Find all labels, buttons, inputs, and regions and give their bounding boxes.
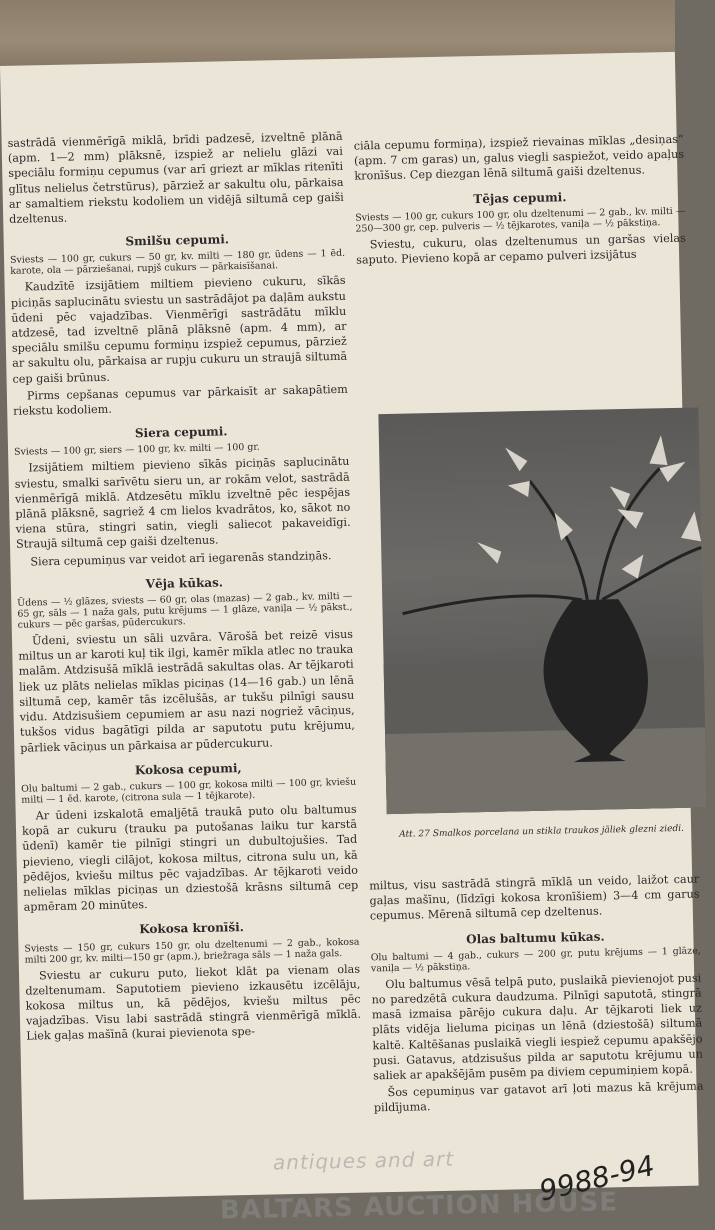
recipe-title: Kokosa cepumi, <box>134 760 242 778</box>
paragraph: sastrādā vienmērīgā miklā, brīdi padzesē, izveltnē plānā (apm. 1—2 mm) plāksnē, izspiež ar nelielu glāzi vai speciālu formiņu cepumus (var arī griezt ar mīklas ritenīti glītus nelielus četrstūrus), pārziež ar sakultu olu, pārkaisa ar samaltiem riekstu kodoliem un vidējā siltumā cep gaiši dzeltenus. <box>7 129 344 226</box>
ingredient-list: Sviests — 100 gr, siers — 100 gr, kv. milti — 100 gr. <box>13 442 260 459</box>
ingredient-list: Ūdens — ½ glāzes, sviests — 60 gr, olas (mazas) — 2 gab., kv. milti — 65 gr, sāls — 1 naža gals, putu krējums — 1 glāze, vaniļa — ½ pākst., cukurs — pēc garšas, pūdercukurs. <box>17 590 353 631</box>
right-column-bottom <box>369 872 704 1118</box>
paragraph: Sviestu, cukuru, olas dzeltenumus un garšas vielas saputo. Pievieno kopā ar cepamo pulveri izsijātus <box>356 231 686 267</box>
recipe-title: Vēja kūkas. <box>145 575 224 591</box>
handwritten-number: 9988-94 <box>536 1148 658 1208</box>
ingredient-list: Olu baltumi — 2 gab., cukurs — 100 gr, kokosa milti — 100 gr, kviešu milti — 1 ēd. karote, (citrona sula — 1 tējkarote). <box>21 776 357 806</box>
ingredient-list: Sviests — 150 gr, cukurs 150 gr, olu dzeltenumi — 2 gab., kokosa milti 200 gr, kv. milti—150 gr (apm.), briežraga sāls — 1 naža gals. <box>24 936 360 966</box>
paragraph: Olu baltumus vēsā telpā puto, puslaikā pievienojot pusi no paredzētā cukura daudzuma. Pilnīgi saputotā, stingrā masā izmaisa pārējo cukura daļu. Ar tējkaroti liek uz plāts vidēja lieluma piciņas un lēnā (dziestošā) siltumā kaltē. Kaltēšanas puslaikā viegli iespiež cepumu apakšējo pusi. Gatavus, atdzisušus pilda ar saputotu krējumu un saliek ar apakšējām pusēm pa diviem cepumiņiem kopā. <box>371 971 703 1083</box>
paragraph: Pirms cepšanas cepumus var pārkaisīt ar sakapātiem riekstu kodoliem. <box>13 382 348 418</box>
watermark-tagline: antiques and art <box>272 1146 455 1175</box>
book-page <box>0 52 704 1226</box>
ingredient-list: Sviests — 100 gr, cukurs 100 gr, olu dzeltenumi — 2 gab., kv. milti — 250—300 gr, cep. pulveris — ½ tējkarotes, vaniļa — ½ pākstiņa. <box>355 205 686 235</box>
ingredient-list: Olu baltumi — 4 gab., cukurs — 200 gr, putu krējums — 1 glāze, vaniļa — ½ pākstiņa. <box>370 945 701 975</box>
paragraph: Kaudzītē izsijātiem miltiem pievieno cukuru, sīkās piciņās saplucinātu sviestu un sastrādājot pa daļām aukstu ūdeni pēc vajadzības. Vienmērīgi sastrādātu mīklu atdzesē, tad izveltnē plānā plāksnē (apm. 4 mm), ar speciālu smilšu cepumu formiņu izspiež cepumus, pārziež ar sakultu olu, pārkaisa ar rupju cukuru un straujā siltumā cep gaiši brūnus. <box>10 274 348 386</box>
photo-caption: Att. 27 Smalkos porcelana un stikla traukos jāliek glezni ziedi. <box>399 823 685 840</box>
recipe-title: Tējas cepumi. <box>473 189 567 206</box>
paragraph: Sviestu ar cukuru puto, liekot klāt pa vienam olas dzeltenumam. Saputotiem pievieno izkausētu izcēlāju, kokosa miltus un, kā pēdējos, kviešu miltus pēc vajadzības. Visu labi sastrādā stingrā vienmērīgā mīklā. Liek gaļas mašīnā (kurai pievienota spe- <box>25 962 362 1044</box>
recipe-title: Siera cepumi. <box>134 424 228 441</box>
watermark-brand: BALTARS AUCTION HOUSE <box>219 1187 619 1226</box>
left-column <box>7 129 361 1046</box>
ingredient-list: Sviests — 100 gr, cukurs — 50 gr, kv. milti — 180 gr, ūdens — 1 ēd. karote, ola — pārziešanai, rupjš cukurs — pārkaisīšanai. <box>9 248 346 278</box>
paragraph: Šos cepumiņus var gatavot arī ļoti mazus kā krējuma pildījuma. <box>373 1079 704 1115</box>
paragraph: Izsijātiem miltiem pievieno sīkās piciņās saplucinātu sviestu, smalki sarīvētu sieru un, ar rokām velot, sastrādā vienmērīgā miklā. Atdzesētu mīklu izveltnē pēc iespējas plānā plāksnē, sagriež 4 cm lielos kvadrātos, ko, sākot no viena stūra, stingri satin, viegli saliecot pakaveidīgi. Straujā siltumā cep gaiši dzeltenus. <box>14 455 351 552</box>
recipe-title: Smilšu cepumi. <box>125 232 230 249</box>
paragraph: Ar ūdeni izskalotā emaljētā traukā puto olu baltumus kopā ar cukuru (trauku pa putošanas laiku tur karstā ūdenī) kamēr tie pilnīgi stingri un dubultojušies. Tad pievieno, viegli cilājot, kokosa miltus, citrona sulu un, kā pēdējos, kviešu miltus pēc vajadzības. Ar tējkaroti veido nelielas mīklas piciņas un dziestošā krāsns siltumā cep apmēram 20 minūtes. <box>21 802 359 914</box>
paragraph: ciāla cepumu formiņa), izspiež rievainas mīklas „desiņas“ (apm. 7 cm garas) un, galus viegli saspiežot, veido apaļus kronīšus. Cep diezgan lēnā siltumā gaiši dzeltenus. <box>353 132 685 184</box>
recipe-title: Olas baltumu kūkas. <box>466 929 605 947</box>
vase-with-flowers-photo <box>378 407 706 814</box>
paragraph: Siera cepumiņus var veidot arī iegarenās standziņās. <box>30 548 332 569</box>
paragraph: Ūdeni, sviestu un sāli uzvāra. Vārošā bet reizē visus miltus un ar karoti kuļ tik ilgi, kamēr mīkla atlec no trauka malām. Atdzisušā mīklā iestrādā sakultas olas. Ar tējkaroti liek uz plāts nelielas mīklas piciņas (14—16 gab.) un lēnā siltumā cep, kamēr tās izcēlušās, ar tukšu pilnīgi sausu vidu. Atdzisušiem cepumiem ar asu nazi nogriež vāciņus, tukšos vidus bagātīgi pilda ar saputotu putu krējumu, pārliek vāciņus un pārkaisa ar pūdercukuru. <box>18 627 356 755</box>
right-column-top <box>354 132 687 270</box>
recipe-title: Kokosa kronīši. <box>139 920 245 937</box>
paragraph: miltus, visu sastrādā stingrā mīklā un veido, laižot caur gaļas mašīnu, (līdzīgi kokosa kronīšiem) 3—4 cm garus cepumus. Mērenā siltumā cep dzeltenus. <box>369 872 700 923</box>
